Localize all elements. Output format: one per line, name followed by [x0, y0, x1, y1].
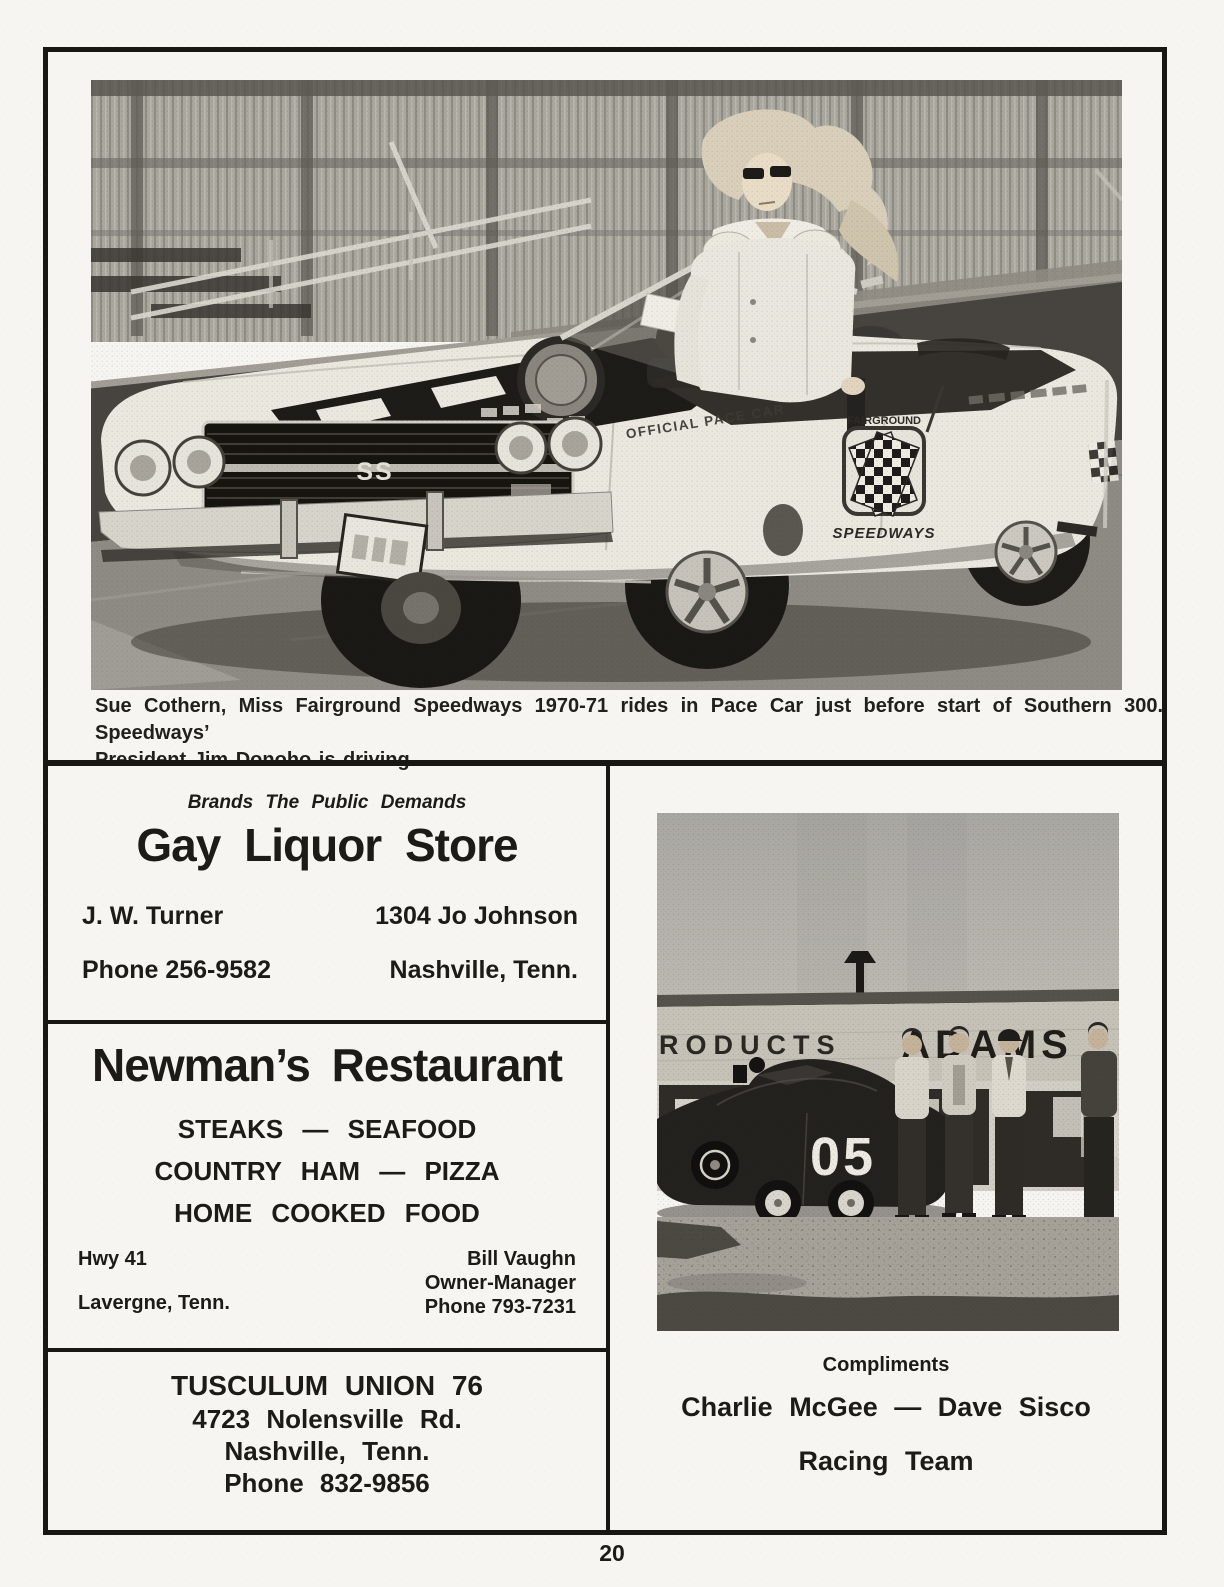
racing-team-photo: [657, 813, 1119, 1331]
caption-line-1: Sue Cothern, Miss Fairground Speedways 1970-71 rides in Pace Car just before start of Southern 300. Speedways’: [95, 695, 1163, 744]
gay-liquor-phone: Phone 256-9582: [82, 956, 271, 984]
halftone-overlay: [91, 80, 1122, 690]
newmans-owner: Bill Vaughn: [467, 1248, 576, 1270]
newmans-menu-3: HOME COOKED FOOD: [174, 1198, 480, 1228]
gay-liquor-city: Nashville, Tenn.: [389, 956, 578, 984]
page-frame: [43, 47, 1167, 1535]
newmans-name: Newman’s Restaurant: [92, 1039, 562, 1091]
gay-liquor-tagline: Brands The Public Demands: [187, 792, 467, 813]
gay-liquor-contact: J. W. Turner: [82, 902, 224, 930]
ad-divider-1: [48, 1020, 606, 1024]
halftone-overlay: [657, 813, 1119, 1331]
ad-divider-2: [48, 1348, 606, 1352]
horizontal-divider: [48, 760, 1162, 766]
newmans-owner-title: Owner-Manager: [424, 1272, 576, 1294]
gay-liquor-address: 1304 Jo Johnson: [375, 902, 578, 930]
newmans-menu-1: STEAKS — SEAFOOD: [177, 1114, 477, 1144]
tusculum-city: Nashville, Tenn.: [224, 1436, 430, 1466]
racing-team-label: Racing Team: [798, 1446, 974, 1476]
racing-team-names: Charlie McGee — Dave Sisco: [681, 1392, 1091, 1422]
newmans-location-2: Lavergne, Tenn.: [78, 1292, 230, 1314]
newmans-menu-2: COUNTRY HAM — PIZZA: [154, 1156, 500, 1186]
newmans-location-1: Hwy 41: [78, 1248, 147, 1270]
tusculum-phone: Phone 832-9856: [224, 1468, 430, 1498]
page-number: 20: [599, 1540, 625, 1566]
newmans-phone: Phone 793-7231: [424, 1296, 576, 1318]
tusculum-name: TUSCULUM UNION 76: [170, 1370, 483, 1401]
tusculum-address: 4723 Nolensville Rd.: [192, 1404, 462, 1434]
compliments-label: Compliments: [822, 1354, 950, 1376]
gay-liquor-name: Gay Liquor Store: [136, 819, 518, 871]
pace-car-photo: [91, 80, 1122, 690]
